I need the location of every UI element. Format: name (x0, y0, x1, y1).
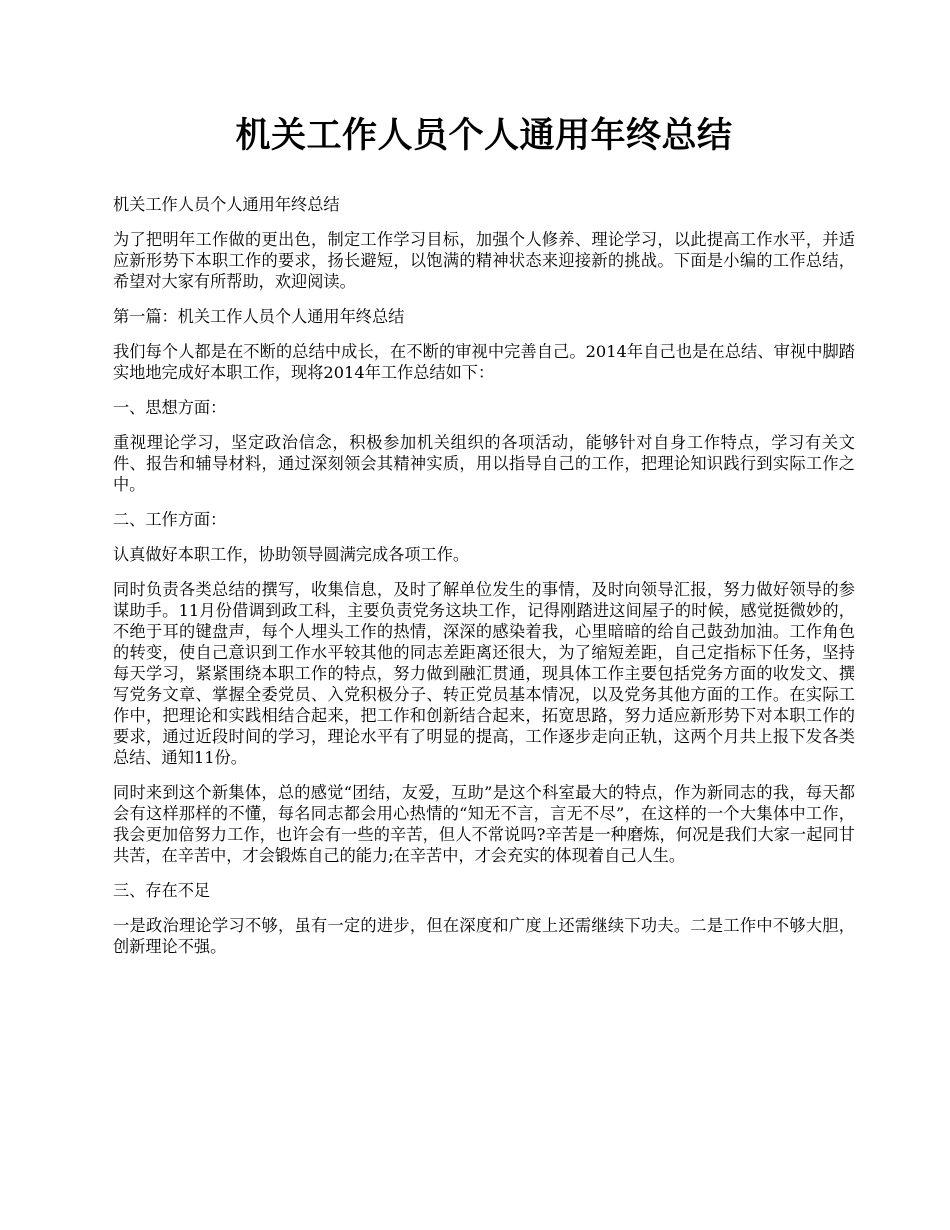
work-summary-paragraph: 认真做好本职工作，协助领导圆满完成各项工作。 (113, 545, 470, 564)
intro-paragraph: 为了把明年工作做的更出色，制定工作学习目标，加强个人修养、理论学习，以此提高工作水平，并适应新形势下本职工作的要求，扬长避短，以饱满的精神状态来迎接新的挑战。下面是小编的工作总结，希望对大家有所帮助，欢迎阅读。 (113, 230, 855, 291)
chapter-heading: 第一篇：机关工作人员个人通用年终总结 (113, 307, 405, 326)
section-heading-thought: 一、思想方面： (113, 398, 227, 417)
document-page (113, 108, 855, 971)
opening-paragraph: 我们每个人都是在不断的总结中成长，在不断的审视中完善自己。2014年自己也是在总结、审视中脚踏实地地完成好本职工作，现将2014年工作总结如下： (113, 342, 855, 382)
document-title: 机关工作人员个人通用年终总结 (235, 115, 733, 156)
section-heading-work: 二、工作方面： (113, 510, 227, 529)
thought-paragraph: 重视理论学习，坚定政治信念，积极参加机关组织的各项活动，能够针对自身工作特点，学习有关文件、报告和辅导材料，通过深刻领会其精神实质，用以指导自己的工作，把理论知识践行到实际工作之中。 (113, 433, 855, 494)
document-subtitle: 机关工作人员个人通用年终总结 (113, 195, 340, 214)
work-detail-paragraph: 同时负责各类总结的撰写，收集信息，及时了解单位发生的事情，及时向领导汇报，努力做好领导的参谋助手。11月份借调到政工科，主要负责党务这块工作，记得刚踏进这间屋子的时候，感觉挺微妙的，不绝于耳的键盘声，每个人埋头工作的热情，深深的感染着我，心里暗暗的给自己鼓劲加油。工作角色的转变，使自己意识到工作水平较其他的同志差距离还很大，为了缩短差距，自己定指标下任务，坚持每天学习，紧紧围绕本职工作的特点，努力做到融汇贯通，现具体工作主要包括党务方面的收发文、撰写党务文章、掌握全委党员、入党积极分子、转正党员基本情况，以及党务其他方面的工作。在实际工作中，把理论和实践相结合起来，把工作和创新结合起来，拓宽思路，努力适应新形势下对本职工作的要求，通过近段时间的学习，理论水平有了明显的提高，工作逐步走向正轨，这两个月共上报下发各类总结、通知11份。 (113, 580, 855, 767)
shortcomings-paragraph: 一是政治理论学习不够，虽有一定的进步，但在深度和广度上还需继续下功夫。二是工作中不够大胆，创新理论不强。 (113, 916, 855, 956)
section-heading-shortcomings: 三、存在不足 (113, 881, 211, 900)
team-paragraph: 同时来到这个新集体，总的感觉“团结，友爱，互助”是这个科室最大的特点，作为新同志的我，每天都会有这样那样的不懂，每名同志都会用心热情的“知无不言，言无不尽”，在这样的一个大集体中工作，我会更加倍努力工作，也许会有一些的辛苦，但人不常说吗?辛苦是一种磨炼，何况是我们大家一起同甘共苦，在辛苦中，才会锻炼自己的能力;在辛苦中，才会充实的体现着自己人生。 (113, 783, 855, 865)
